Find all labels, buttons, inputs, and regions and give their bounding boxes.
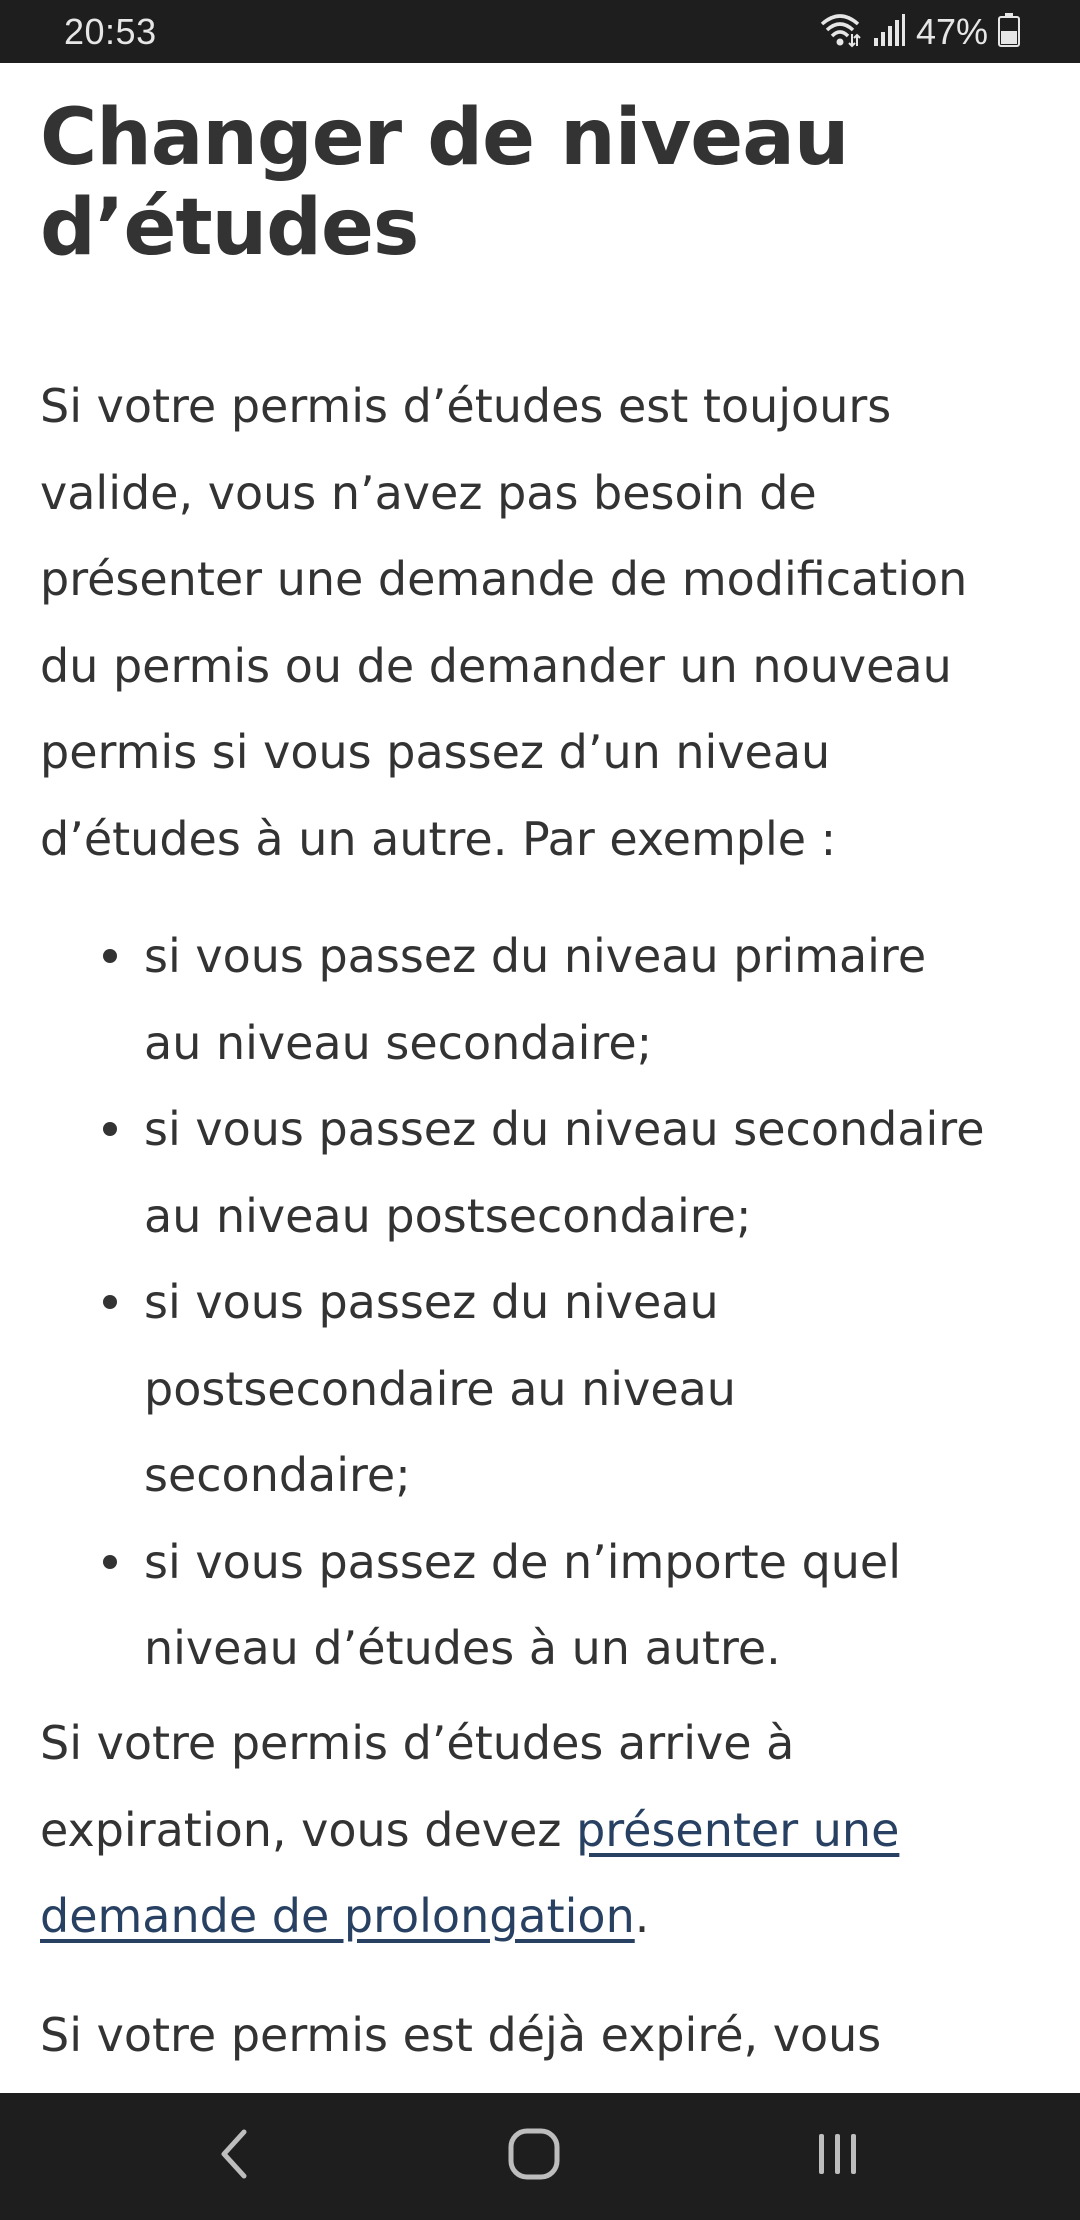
list-item-line: si vous passez du niveau secondaire: [144, 1102, 985, 1156]
extension-request-link-part-1[interactable]: présenter une: [576, 1802, 900, 1857]
list-item: [0, 1259, 1044, 1519]
expiry-period: .: [634, 1889, 650, 1943]
wifi-icon: [818, 10, 862, 55]
intro-line: d’études à un autre. Par exemple :: [40, 811, 837, 866]
intro-line: du permis ou de demander un nouveau: [40, 638, 952, 693]
back-button[interactable]: [194, 2123, 274, 2189]
page-title-line-1: Changer de niveau: [40, 93, 849, 183]
examples-list: [0, 913, 1080, 1692]
status-bar: [0, 0, 1080, 63]
battery-icon: [998, 13, 1020, 52]
recents-icon: [814, 2130, 862, 2183]
status-time: 20:53: [64, 11, 157, 52]
recents-button[interactable]: [798, 2123, 878, 2189]
intro-line: permis si vous passez d’un niveau: [40, 725, 831, 779]
extension-request-link-part-2[interactable]: demande de prolongation: [40, 1889, 635, 1943]
list-item-line: niveau d’études à un autre.: [144, 1621, 781, 1675]
list-item: [0, 1519, 1044, 1692]
intro-line: présenter une demande de modification: [40, 552, 968, 606]
list-item-line: postsecondaire au niveau: [144, 1361, 736, 1416]
intro-paragraph: [40, 363, 1050, 882]
bullet-icon: [103, 1122, 117, 1136]
bullet-icon: [103, 1555, 117, 1569]
page-title-line-2: d’études: [40, 183, 419, 273]
list-item: [0, 913, 1044, 1086]
intro-line: valide, vous n’avez pas besoin de: [40, 465, 817, 520]
list-item-line: si vous passez du niveau primaire: [144, 929, 927, 983]
back-icon: [214, 2128, 254, 2185]
expiry-paragraph: [40, 1700, 1050, 1960]
navigation-bar: [0, 2093, 1080, 2220]
bullet-icon: [103, 949, 117, 963]
status-icons: [818, 8, 1020, 56]
list-item-line: si vous passez du niveau: [144, 1275, 719, 1329]
list-item: [0, 1086, 1044, 1259]
home-button[interactable]: [494, 2123, 574, 2189]
signal-icon: [872, 12, 906, 53]
bullet-icon: [103, 1295, 117, 1309]
battery-percent: 47%: [915, 11, 988, 52]
page-title: [40, 93, 1040, 273]
expiry-line: Si votre permis d’études arrive à: [40, 1716, 795, 1770]
expiry-line: expiration, vous devez: [40, 1802, 577, 1857]
home-icon: [506, 2126, 562, 2187]
list-item-line: au niveau secondaire;: [144, 1015, 653, 1070]
expired-line: Si votre permis est déjà expiré, vous: [40, 2008, 882, 2062]
page-content: [0, 63, 1080, 2093]
list-item-line: si vous passez de n’importe quel: [144, 1534, 902, 1589]
list-item-line: secondaire;: [144, 1448, 411, 1502]
intro-line: Si votre permis d’études est toujours: [40, 379, 892, 433]
list-item-line: au niveau postsecondaire;: [144, 1188, 752, 1243]
